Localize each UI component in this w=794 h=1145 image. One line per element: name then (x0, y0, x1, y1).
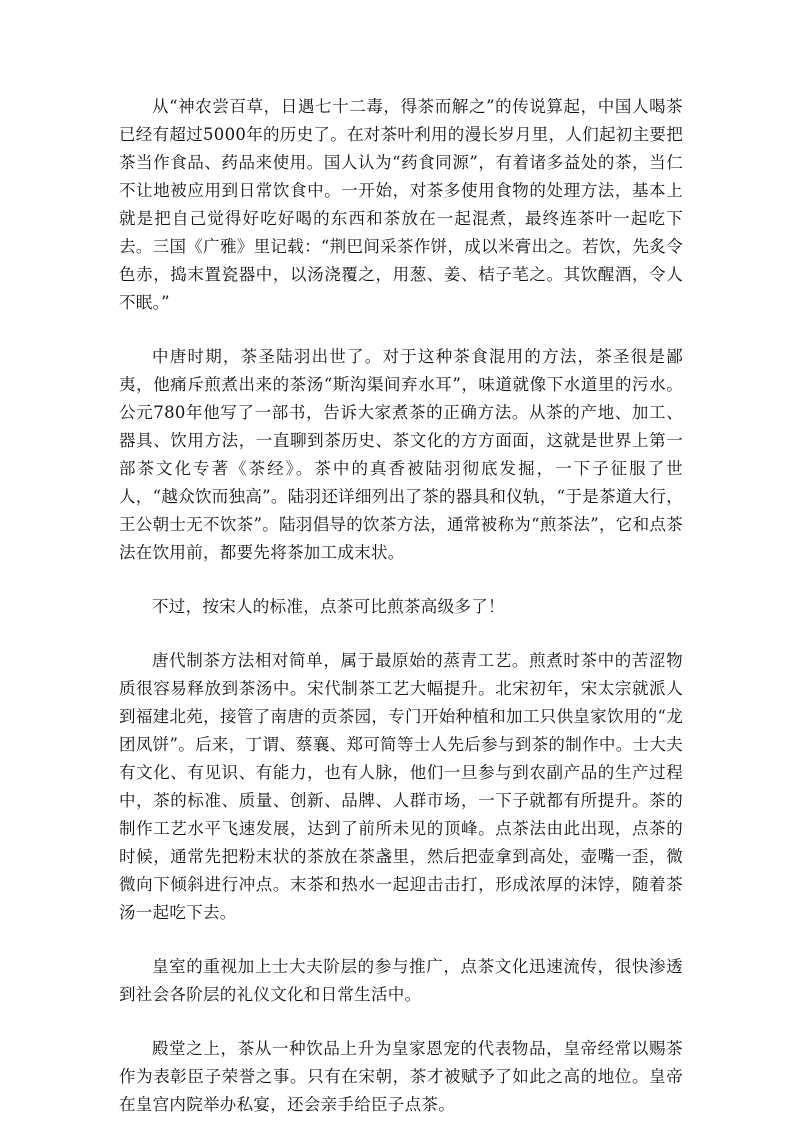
paragraph-spread-of-culture: 皇室的重视加上士大夫阶层的参与推广，点茶文化迅速流传，很快渗透到社会各阶层的礼仪文化和日常生活中。 (119, 957, 683, 1004)
document-body (119, 93, 683, 1145)
paragraph-origin-of-tea: 从“神农尝百草，日遇七十二毒，得茶而解之”的传说算起，中国人喝茶已经有超过5000年的历史了。在对茶叶利用的漫长岁月里，人们起初主要把茶当作食品、药品来使用。国人认为“药食同源”，有着诸多益处的茶，当仁不让地被应用到日常饮食中。一开始，对茶多使用食物的处理方法，基本上就是把自己觉得好吃好喝的东西和茶放在一起混煮，最终连茶叶一起吃下去。三国《广雅》里记载：“荆巴间采茶作饼，成以米膏出之。若饮，先炙令色赤，捣末置瓷器中，以汤浇覆之，用葱、姜、桔子芼之。其饮醒酒，令人不眠。” (119, 97, 683, 312)
paragraph-song-tea-craft: 唐代制茶方法相对简单，属于最原始的蒸青工艺。煎煮时茶中的苦涩物质很容易释放到茶汤中。宋代制茶工艺大幅提升。北宋初年，宋太宗就派人到福建北苑，接管了南唐的贡茶园，专门开始种植和加工只供皇家饮用的“龙团凤饼”。后来，丁谓、蔡襄、郑可简等士人先后参与到茶的制作中。士大夫有文化、有见识、有能力，也有人脉，他们一旦参与到农副产品的生产过程中，茶的标准、质量、创新、品牌、人群市场，一下子就都有所提升。茶的制作工艺水平飞速发展，达到了前所未见的顶峰。点茶法由此出现，点茶的时候，通常先把粉末状的茶放在茶盏里，然后把壶拿到高处，壶嘴一歪，微微向下倾斜进行冲点。末茶和热水一起迎击击打，形成浓厚的沫饽，随着茶汤一起吃下去。 (119, 651, 683, 922)
paragraph-lu-yu: 中唐时期，茶圣陆羽出世了。对于这种茶食混用的方法，茶圣很是鄙夷，他痛斥煎煮出来的茶汤“斯沟渠间弃水耳”，味道就像下水道里的污水。公元780年他写了一部书，告诉大家煮茶的正确方法。从茶的产地、加工、器具、饮用方法，一直聊到茶历史、茶文化的方方面面，这就是世界上第一部茶文化专著《茶经》。茶中的真香被陆羽彻底发掘，一下子征服了世人，“越众饮而独高”。陆羽还详细列出了茶的器具和仪轨，“于是茶道大行，王公朝士无不饮茶”。陆羽倡导的饮茶方法，通常被称为“煎茶法”，它和点茶法在饮用前，都要先将茶加工成末状。 (119, 347, 683, 562)
paragraph-song-standard: 不过，按宋人的标准，点茶可比煎茶高级多了！ (152, 597, 505, 616)
paragraph-imperial-tea: 殿堂之上，茶从一种饮品上升为皇家恩宠的代表物品，皇帝经常以赐茶作为表彰臣子荣誉之事。只有在宋朝，茶才被赋予了如此之高的地位。皇帝在皇宫内院举办私宴，还会亲手给臣子点茶。 (119, 1039, 683, 1114)
